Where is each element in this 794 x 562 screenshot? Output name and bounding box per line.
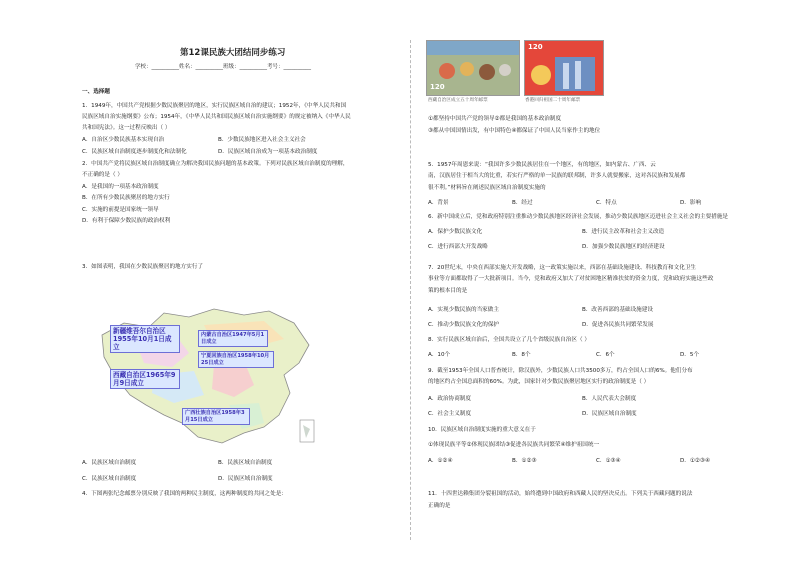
label-guangxi: 广西壮族自治区1958年3月15日成立 [182, 408, 250, 425]
stamp-caption-1: 西藏自治区成立五十周年邮票 [428, 98, 488, 103]
q7-option-b[interactable]: B．改善西部的基础设施建设 [582, 307, 653, 313]
q5-option-a[interactable]: A．背景 [428, 200, 449, 206]
q6-option-d[interactable]: D．加强少数民族地区的经济建设 [582, 244, 665, 250]
q8-option-c[interactable]: C．6个 [596, 352, 615, 358]
q2-line2: 不正确的是（ ） [82, 172, 123, 178]
section-heading: 一、选择题 [82, 89, 110, 95]
q2-option-b[interactable]: B．在所有少数民族聚居的地方实行 [82, 195, 170, 201]
stamp-tibet [426, 40, 520, 96]
stamp-tibet-value: 120 [430, 83, 445, 91]
label-ningxia: 宁夏回族自治区1958年10月25日成立 [198, 351, 274, 368]
page-title: 第12课民族大团结同步练习 [180, 48, 286, 58]
student-info-line: 学校：__________姓名：__________班级：__________考号：__________ [135, 64, 312, 70]
q11-line1: 11．十四世达赖集团分裂祖国的活动，始终遭到中国政府和西藏人民的坚决反击。下列关于西藏问题的说法 [428, 491, 693, 497]
q9-option-b[interactable]: B．人民代表大会制度 [582, 396, 637, 402]
q6-option-c[interactable]: C．进行西部大开发战略 [428, 244, 488, 250]
q6-stem: 6．新中国成立后，党和政府特别注重推动少数民族地区经济社会发展，推动少数民族地区迈进社会主义社会的主要措施是 [428, 214, 729, 220]
q3-option-a[interactable]: A．民族区域自治制度 [82, 460, 137, 466]
q7-option-d[interactable]: D．促进各民族共同繁荣发展 [582, 322, 654, 328]
q4-statement-1: ①都坚持中国共产党的领导②都是我国的基本政治制度 [428, 116, 562, 122]
q2-option-c[interactable]: C．实施的前提是国家统一领导 [82, 207, 159, 213]
label-neimenggu: 内蒙古自治区1947年5月1日成立 [198, 330, 268, 347]
q2-line1: 2．中国共产党将民族区域自治制度确立为解决我国民族问题的基本政策。下列对民族区域自治制度的理解， [82, 161, 349, 167]
q8-option-d[interactable]: D．5个 [680, 352, 700, 358]
q6-option-b[interactable]: B．进行民主改革和社会主义改造 [582, 229, 665, 235]
china-autonomous-regions-map [94, 305, 339, 455]
q2-option-d[interactable]: D．有利于保障少数民族的政治权利 [82, 218, 171, 224]
q9-line1: 9．截至1953年全国人口普查统计，除汉族外，少数民族人口共3500多万，约占全国人口的6%。他们分布 [428, 368, 693, 374]
q7-option-c[interactable]: C．推动少数民族文化的保护 [428, 322, 500, 328]
q2-option-a[interactable]: A．是我国的一项基本政治制度 [82, 184, 159, 190]
q1-option-d[interactable]: D．民族区域自治成为一项基本政治制度 [218, 149, 318, 155]
q8-option-a[interactable]: A．10个 [428, 352, 451, 358]
column-divider [410, 40, 411, 540]
q1-option-c[interactable]: C．民族区域自治制度逐步制度化和法制化 [82, 149, 187, 155]
q8-option-b[interactable]: B．8个 [512, 352, 531, 358]
label-xinjiang: 新疆维吾尔自治区1955年10月1日成立 [110, 325, 180, 353]
q10-option-c[interactable]: C．①③④ [596, 458, 621, 464]
q3-option-b[interactable]: B．民族区域自治制度 [218, 460, 273, 466]
q1-option-a[interactable]: A．自治区少数民族基本实现自治 [82, 137, 165, 143]
q5-line3: 很不利。”材料旨在阐述民族区域自治制度实施的 [428, 185, 546, 191]
q9-option-c[interactable]: C．社会主义制度 [428, 411, 472, 417]
q7-line2: 事业等方面都取得了一大批新项目。当今，党和政府又加大了对贫困地区精准扶贫的资金力度，党和政府实施这些政 [428, 276, 714, 282]
q10-option-b[interactable]: B．①②③ [512, 458, 537, 464]
q4-stem: 4．下图两张纪念邮票分别反映了我国的两种民主制度，这两种制度的共同之处是： [82, 491, 287, 497]
q3-option-d[interactable]: D．民族区域自治制度 [218, 476, 273, 482]
q10-option-d[interactable]: D．①②③④ [680, 458, 710, 464]
q5-line1: 5．1957年周恩来说：“我国许多少数民族居住在一个地区，有的地区，如内蒙古、广西、云 [428, 162, 656, 168]
q5-option-b[interactable]: B．经过 [512, 200, 533, 206]
q1-option-b[interactable]: B．少数民族地区进入社会主义社会 [218, 137, 306, 143]
q5-option-c[interactable]: C．特点 [596, 200, 617, 206]
q5-option-d[interactable]: D．影响 [680, 200, 702, 206]
q10-statements: ①体现民族平等②体现民族团结③促进各民族共同繁荣④维护祖国统一 [428, 442, 600, 448]
q11-line2: 正确的是 [428, 503, 451, 509]
q6-option-a[interactable]: A．保护少数民族文化 [428, 229, 483, 235]
q1-line3: 共和国宪法》。这一过程反映出（ ） [82, 125, 171, 131]
q7-line3: 策的根本目的是 [428, 288, 468, 294]
q3-option-c[interactable]: C．民族区域自治制度 [82, 476, 137, 482]
q1-line2: 民族区域自治实施纲要》公布；1954年，《中华人民共和国民族区域自治实施纲要》的规定被纳入《中华人民 [82, 114, 351, 120]
q9-line2: 的地区约占全国总面积的60%。为此，国家针对少数民族聚居地区实行的政治制度是（ ） [428, 379, 650, 385]
label-xizang: 西藏自治区1965年9月9日成立 [110, 369, 180, 389]
q1-line1: 1．1949年，中国共产党根据少数民族聚居的地区，实行民族区域自治的建议；1952年，《中华人民共和国 [82, 103, 347, 109]
q10-option-a[interactable]: A．①②④ [428, 458, 453, 464]
q8-stem: 8．实行民族区域自治后，全国共设立了几个省级民族自治区（ ） [428, 337, 590, 343]
q7-option-a[interactable]: A．实现少数民族的当家做主 [428, 307, 499, 313]
q9-option-a[interactable]: A．政治协商制度 [428, 396, 471, 402]
q3-stem: 3．如图表明，我国在少数民族聚居的地方实行了 [82, 264, 204, 270]
q5-line2: 南，汉族居住于相当大的比重，若实行严格的单一民族的联邦制，许多人就要搬家，这对各民族和发展都 [428, 173, 686, 179]
stamp-hongkong-value: 120 [528, 43, 543, 51]
q4-statement-2: ③都从中国国情出发，有中国特色④都保证了中国人民当家作主的地位 [428, 128, 601, 134]
q7-line1: 7．20世纪末，中央在西部实施大开发战略，这一政策实施以来，西部在基础设施建设、科技教育和文化卫生 [428, 265, 696, 271]
stamp-caption-2: 香港回归祖国二十周年邮票 [525, 98, 581, 103]
q10-stem: 10．民族区域自治制度实施的重大意义在于 [428, 427, 536, 433]
stamp-hongkong [524, 40, 604, 96]
q9-option-d[interactable]: D．民族区域自治制度 [582, 411, 637, 417]
